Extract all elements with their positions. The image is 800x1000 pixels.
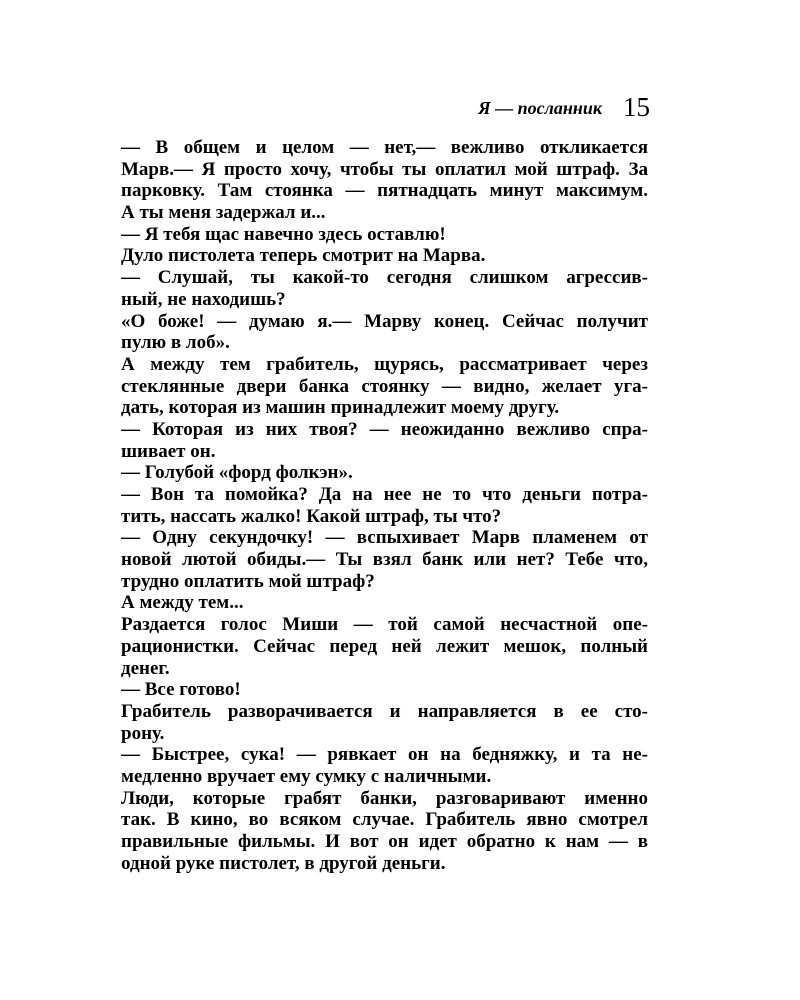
text-line: — Я тебя щас навечно здесь оставлю! bbox=[121, 223, 446, 245]
text-line: одной руке пистолет, в другой деньги. bbox=[121, 852, 446, 874]
text-line: пулю в лоб». bbox=[121, 332, 230, 354]
text-line: — Слушай, ты какой-то сегодня слишком агрессив- bbox=[121, 267, 648, 289]
text-line: ный, не находишь? bbox=[121, 288, 286, 310]
text-body bbox=[121, 137, 648, 874]
text-line: А ты меня задержал и... bbox=[121, 202, 326, 224]
text-line: стеклянные двери банка стоянку — видно, желает уга- bbox=[121, 375, 648, 397]
text-line: трудно оплатить мой штраф? bbox=[121, 570, 375, 592]
page-number: 15 bbox=[623, 92, 650, 122]
text-line: Марв.— Я просто хочу, чтобы ты оплатил мой штраф. За bbox=[121, 158, 648, 180]
text-line: Раздается голос Миши — той самой несчастной опе- bbox=[121, 614, 648, 636]
text-line: так. В кино, во всяком случае. Грабитель явно смотрел bbox=[121, 809, 648, 831]
text-line: — В общем и целом — нет,— вежливо откликается bbox=[121, 137, 648, 158]
text-line: А между тем... bbox=[121, 592, 244, 614]
running-title: Я — посланник bbox=[478, 98, 602, 118]
text-line: — Голубой «форд фолкэн». bbox=[121, 462, 353, 484]
text-line: «О боже! — думаю я.— Марву конец. Сейчас получит bbox=[121, 310, 648, 332]
text-line: — Быстрее, сука! — рявкает он на бедняжку, и та не- bbox=[121, 744, 648, 766]
text-line: новой лютой обиды.— Ты взял банк или нет? Тебе что, bbox=[121, 549, 648, 571]
text-line: правильные фильмы. И вот он идет обратно к нам — в bbox=[121, 831, 648, 852]
text-line: рону. bbox=[121, 722, 165, 744]
text-line: рационистки. Сейчас перед ней лежит мешок, полный bbox=[121, 635, 648, 657]
text-line: Дуло пистолета теперь смотрит на Марва. bbox=[121, 245, 486, 267]
text-line: — Вон та помойка? Да на нее не то что деньги потра- bbox=[121, 484, 648, 505]
text-line: дать, которая из машин принадлежит моему другу. bbox=[121, 397, 560, 419]
text-line: парковку. Там стоянка — пятнадцать минут максимум. bbox=[121, 180, 648, 202]
text-line: тить, нассать жалко! Какой штраф, ты что? bbox=[121, 505, 502, 527]
text-line: медленно вручает ему сумку с наличными. bbox=[121, 765, 492, 787]
text-line: — Которая из них твоя? — неожиданно вежливо спра- bbox=[121, 418, 648, 440]
text-line: — Все готово! bbox=[121, 679, 241, 701]
text-line: — Одну секундочку! — вспыхивает Марв пламенем от bbox=[121, 527, 648, 549]
running-head bbox=[470, 92, 650, 124]
text-line: шивает он. bbox=[121, 440, 216, 462]
text-line: Грабитель разворачивается и направляется в ее сто- bbox=[121, 700, 648, 722]
text-line: А между тем грабитель, щурясь, рассматривает через bbox=[121, 353, 648, 375]
text-line: Люди, которые грабят банки, разговаривают именно bbox=[121, 787, 648, 809]
text-line: денег. bbox=[121, 657, 170, 679]
